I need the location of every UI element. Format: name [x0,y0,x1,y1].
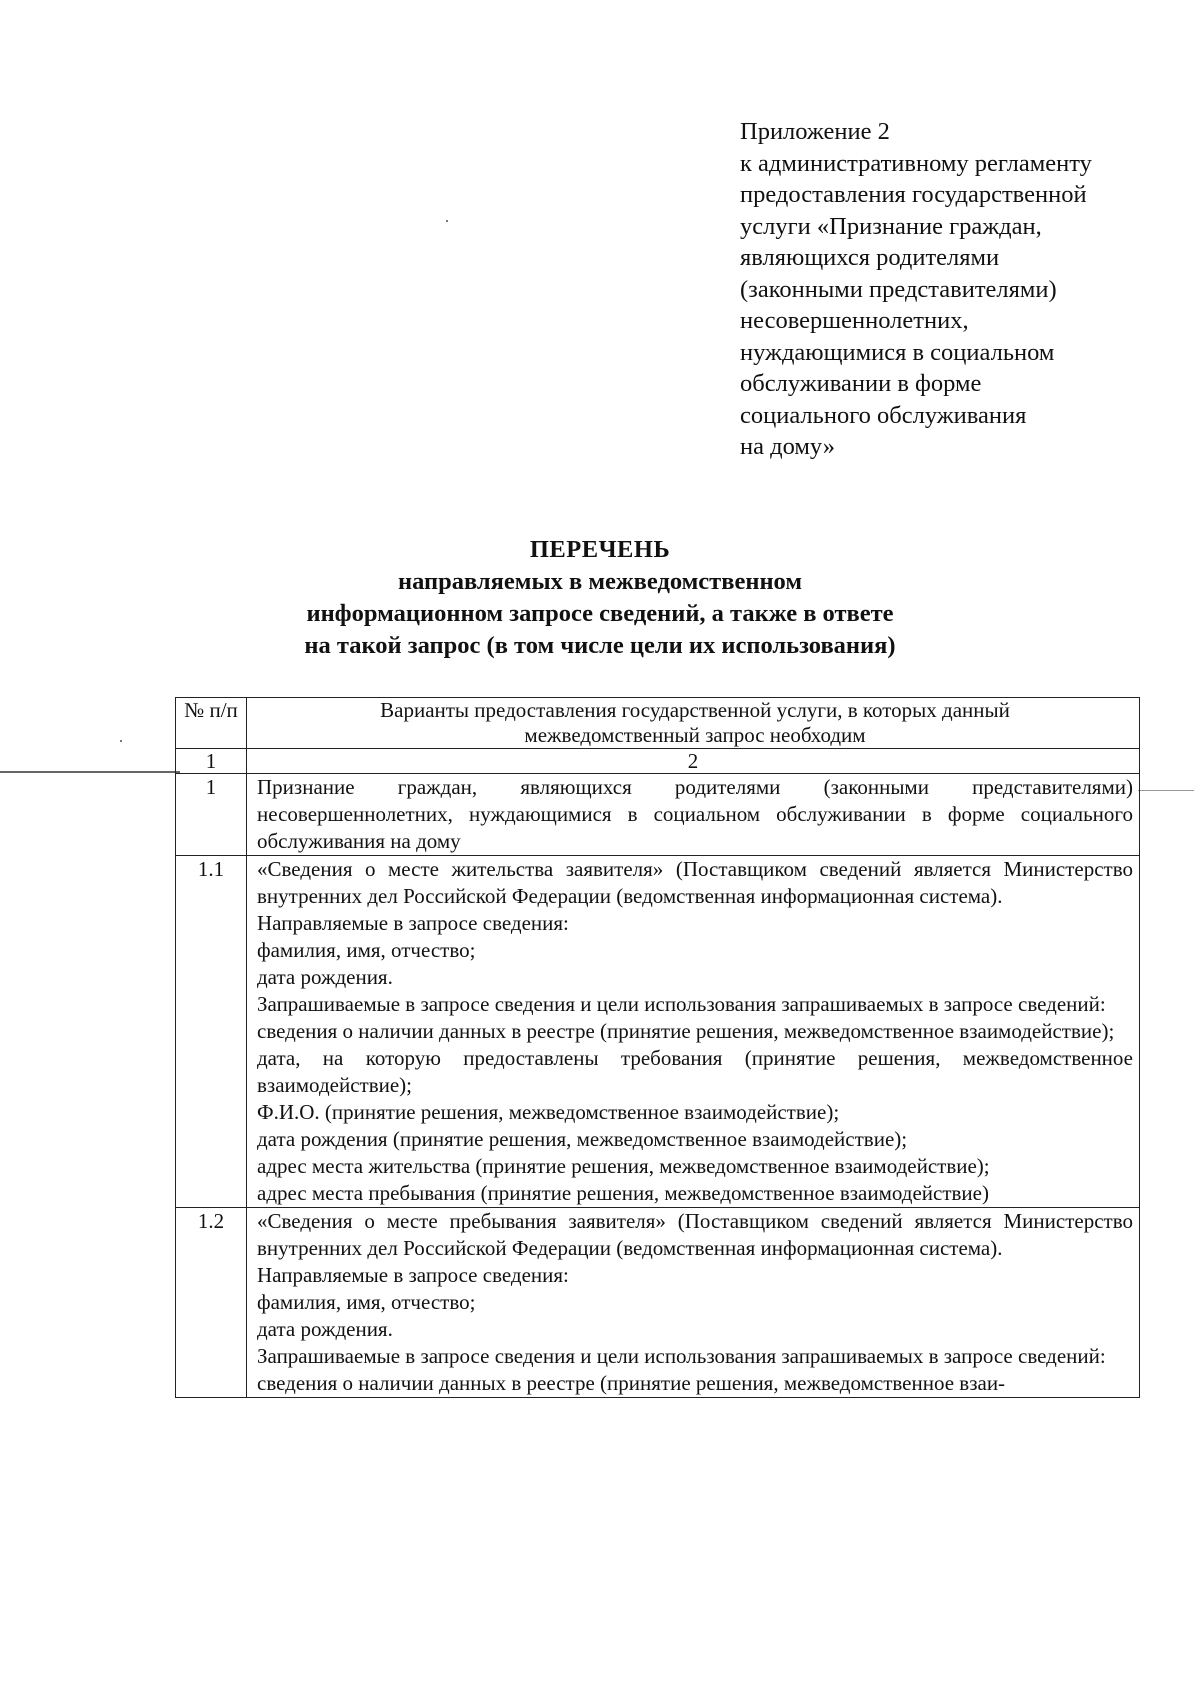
index-cell: 2 [247,749,1140,774]
table-row [176,774,1140,856]
header-text-cell [247,698,1140,749]
appendix-line: предоставления государственной [740,181,1087,208]
row-paragraph: Запрашиваемые в запросе сведения и цели использования запрашиваемых в запросе сведений: [257,992,1106,1016]
appendix-line: несовершеннолетних, [740,307,969,334]
header-num-line: № [184,698,205,722]
appendix-reference [740,116,1180,463]
row-paragraph: «Сведения о месте жительства заявителя» (Поставщиком сведений является Министерство внутренних дел Российской Федерации (ведомственная информационная система). [257,857,1133,908]
appendix-line: обслуживании в форме [740,370,982,397]
title-subline: на такой запрос (в том числе цели их использования) [304,632,896,659]
row-paragraph: Направляемые в запросе сведения: [257,911,569,935]
scan-speck [446,220,448,222]
appendix-line: услуги «Признание граждан, [740,212,1042,240]
table-index-row [176,749,1140,774]
row-paragraph: фамилия, имя, отчество; [257,1290,476,1314]
row-paragraph: Направляемые в запросе сведения: [257,1263,569,1287]
row-num: 1 [176,774,247,856]
appendix-line: являющихся родителями [740,244,1000,271]
header-text-line: межведомственный запрос необходим [524,723,866,747]
scan-artifact-line [0,771,180,773]
row-num: 1.2 [176,1208,247,1398]
row-paragraph: сведения о наличии данных в реестре (принятие решения, межведомственное взаи- [257,1371,1006,1395]
row-text [247,1208,1140,1398]
table-row [176,856,1140,1208]
table-header-row [176,698,1140,749]
appendix-line: (законными представителями) [740,275,1057,303]
row-paragraph: дата рождения (принятие решения, межведомственное взаимодействие); [257,1127,908,1151]
appendix-line: нуждающимися в социальном [740,338,1055,366]
header-num-cell [176,698,247,749]
scan-speck [120,740,122,742]
title-subline: информационном запросе сведений, а также в ответе [306,600,894,627]
row-paragraph: дата рождения. [257,1317,393,1341]
appendix-line: на дому» [740,433,835,460]
header-num-line: п/п [209,698,238,722]
title-subline: направляемых в межведомственном [397,568,803,595]
row-paragraph: фамилия, имя, отчество; [257,938,476,962]
title-main: ПЕРЕЧЕНЬ [529,536,671,563]
table-row [176,1208,1140,1398]
row-paragraph: дата, на которую предоставлены требования (принятие решения, межведомственное взаимодействие); [257,1046,1133,1097]
row-text [247,774,1140,856]
row-paragraph: Запрашиваемые в запросе сведения и цели использования запрашиваемых в запросе сведений: [257,1344,1106,1368]
row-paragraph: адрес места жительства (принятие решения, межведомственное взаимодействие); [257,1154,990,1178]
row-paragraph: адрес места пребывания (принятие решения, межведомственное взаимодействие) [257,1181,989,1205]
appendix-line: к административному регламенту [740,149,1092,177]
row-text [247,856,1140,1208]
appendix-line: Приложение 2 [740,118,890,145]
scan-artifact-line [1138,790,1194,791]
row-paragraph: «Сведения о месте пребывания заявителя» (Поставщиком сведений является Министерство внутренних дел Российской Федерации (ведомственная информационная система). [257,1209,1133,1260]
row-paragraph: Ф.И.О. (принятие решения, межведомственное взаимодействие); [257,1100,840,1124]
row-paragraph: сведения о наличии данных в реестре (принятие решения, межведомственное взаимодействие); [257,1019,1115,1043]
header-text-line: Варианты предоставления государственной услуги, в которых данный [380,698,1010,722]
row-paragraph: дата рождения. [257,965,393,989]
index-cell: 1 [176,749,247,774]
row-num: 1.1 [176,856,247,1208]
appendix-line: социального обслуживания [740,401,1027,429]
requests-table [175,697,1140,1398]
document-title [0,534,1200,662]
row-paragraph: Признание граждан, являющихся родителями (законными представителями) несовершеннолетних, нуждающимися в социальном обслуживании в форме социального обслуживания на дому [257,775,1133,853]
